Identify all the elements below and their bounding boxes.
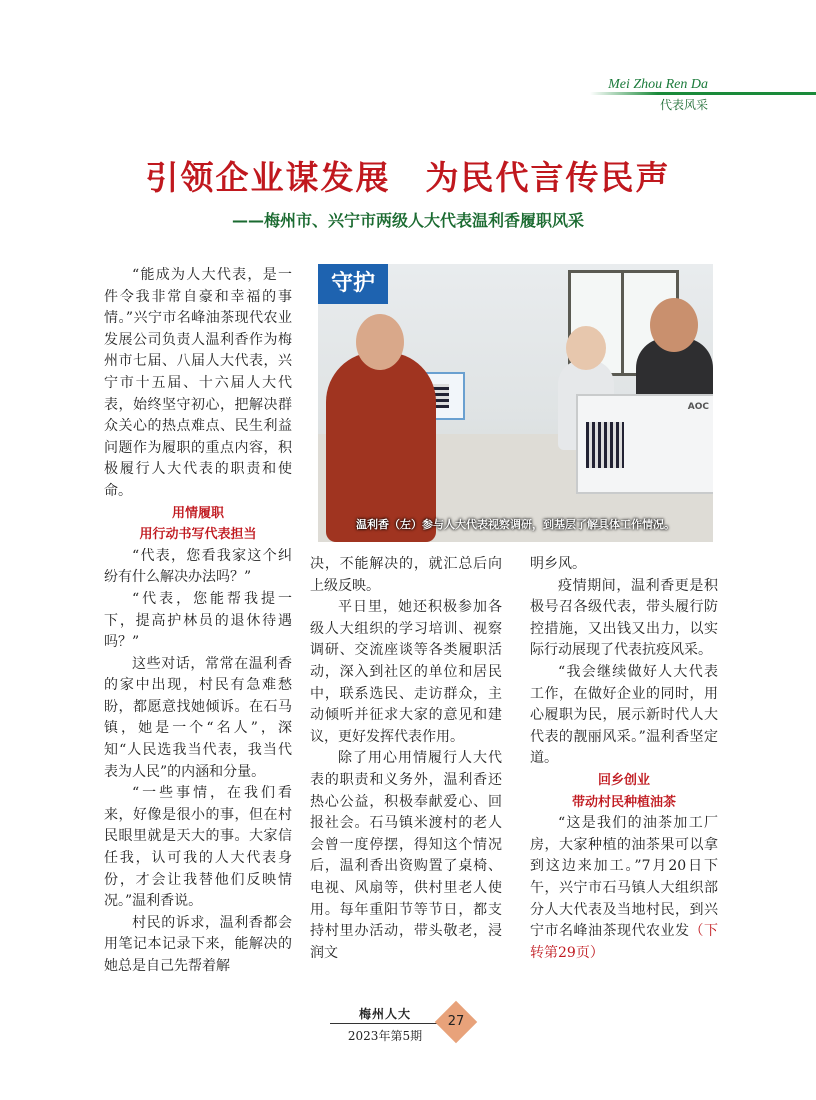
person-representative	[326, 352, 436, 542]
wall-sign: 守护	[318, 264, 388, 304]
footer-magazine-name: 梅州人大	[330, 1005, 440, 1024]
paragraph: “代表，您能帮我提一下，提高护林员的退休待遇吗？”	[104, 590, 292, 651]
article-title: 引领企业谋发展 为民代言传民声	[145, 158, 671, 197]
column-3	[530, 554, 718, 964]
continued-note: （下转第29页）	[530, 923, 718, 961]
magazine-english-title: Mei Zhou Ren Da	[608, 77, 708, 92]
paragraph	[530, 813, 718, 964]
paragraph: 平日里，她还积极参加各级人大组织的学习培训、视察调研、交流座谈等各类履职活动，深入到社区的单位和居民中，联系选民、走访群众，主动倾听并征求大家的意见和建议，更好发挥代表作用。	[310, 599, 502, 745]
paragraph: 这些对话，常常在温利香的家中出现，村民有急难愁盼，都愿意找她倾诉。在石马镇，她是一个“名人”，深知“人民选我当代表，我当代表为人民”的内涵和分量。	[104, 655, 292, 780]
column-2	[310, 554, 502, 964]
qr-code-icon	[586, 422, 624, 468]
subheading: 用行动书写代表担当	[139, 527, 257, 543]
page-number: 27	[447, 1014, 465, 1029]
page-number-badge	[435, 1001, 477, 1043]
subheading: 用情履职	[171, 505, 224, 521]
paragraph: “能成为人大代表，是一件令我非常自豪和幸福的事情。”兴宁市名峰油茶现代农业发展公司负责人温利香作为梅州市七届、八届人大代表，兴宁市十五届、十六届人大代表，始终坚守初心，把解决群众关心的热点难点、民生利益问题作为履职的重点内容，积极履行人大代表的职责和使命。	[104, 267, 292, 499]
paragraph: 除了用心用情履行人大代表的职责和义务外，温利香还热心公益，积极奉献爱心、回报社会。石马镇米渡村的老人会曾一度停摆，得知这个情况后，温利香出资购置了桌椅、电视、风扇等，供村里老人使用。每年重阳节等节日，都支持村里办活动，带头敬老，浸润文	[310, 750, 502, 961]
page-footer	[330, 1005, 440, 1044]
article-photo	[318, 264, 713, 542]
photo-caption: 温利香（左）参与人大代表视察调研，到基层了解具体工作情况。	[356, 518, 675, 531]
subheading: 带动村民种植油茶	[571, 794, 676, 810]
header-rule	[590, 92, 816, 95]
monitor	[576, 394, 713, 494]
paragraph: “一些事情，在我们看来，好像是很小的事，但在村民眼里就是天大的事。大家信任我，认可我的人大代表身份，才会让我替他们反映情况。”温利香说。	[104, 785, 292, 910]
article-subtitle: ——梅州市、兴宁市两级人大代表温利香履职风采	[231, 211, 584, 230]
subheading: 回乡创业	[597, 772, 650, 788]
paragraph: “代表，您看我家这个纠纷有什么解决办法吗？”	[104, 547, 292, 586]
paragraph: 决，不能解决的，就汇总后向上级反映。	[310, 556, 502, 594]
paragraph: 疫情期间，温利香更是积极号召各级代表，带头履行防控措施，又出钱又出力，以实际行动展现了代表抗疫风采。	[530, 577, 718, 659]
paragraph: “我会继续做好人大代表工作，在做好企业的同时，用心履职为民，展示新时代人大代表的靓丽风采。”温利香坚定道。	[530, 663, 718, 767]
paragraph: 村民的诉求，温利香都会用笔记本记录下来，能解决的她总是自己先帮着解	[104, 914, 292, 974]
footer-issue: 2023年第5期	[347, 1029, 423, 1043]
paragraph: 明乡风。	[530, 556, 586, 572]
column-1	[104, 265, 292, 978]
section-label: 代表风采	[659, 98, 708, 112]
monitor-brand: AOC	[687, 402, 709, 412]
paragraph-text: “这是我们的油茶加工厂房，大家种植的油茶果可以拿到这边来加工。”7月20日下午，兴宁市石马镇人大组织部分人大代表及当地村民，到兴宁市名峰油茶现代农业发	[530, 815, 718, 940]
